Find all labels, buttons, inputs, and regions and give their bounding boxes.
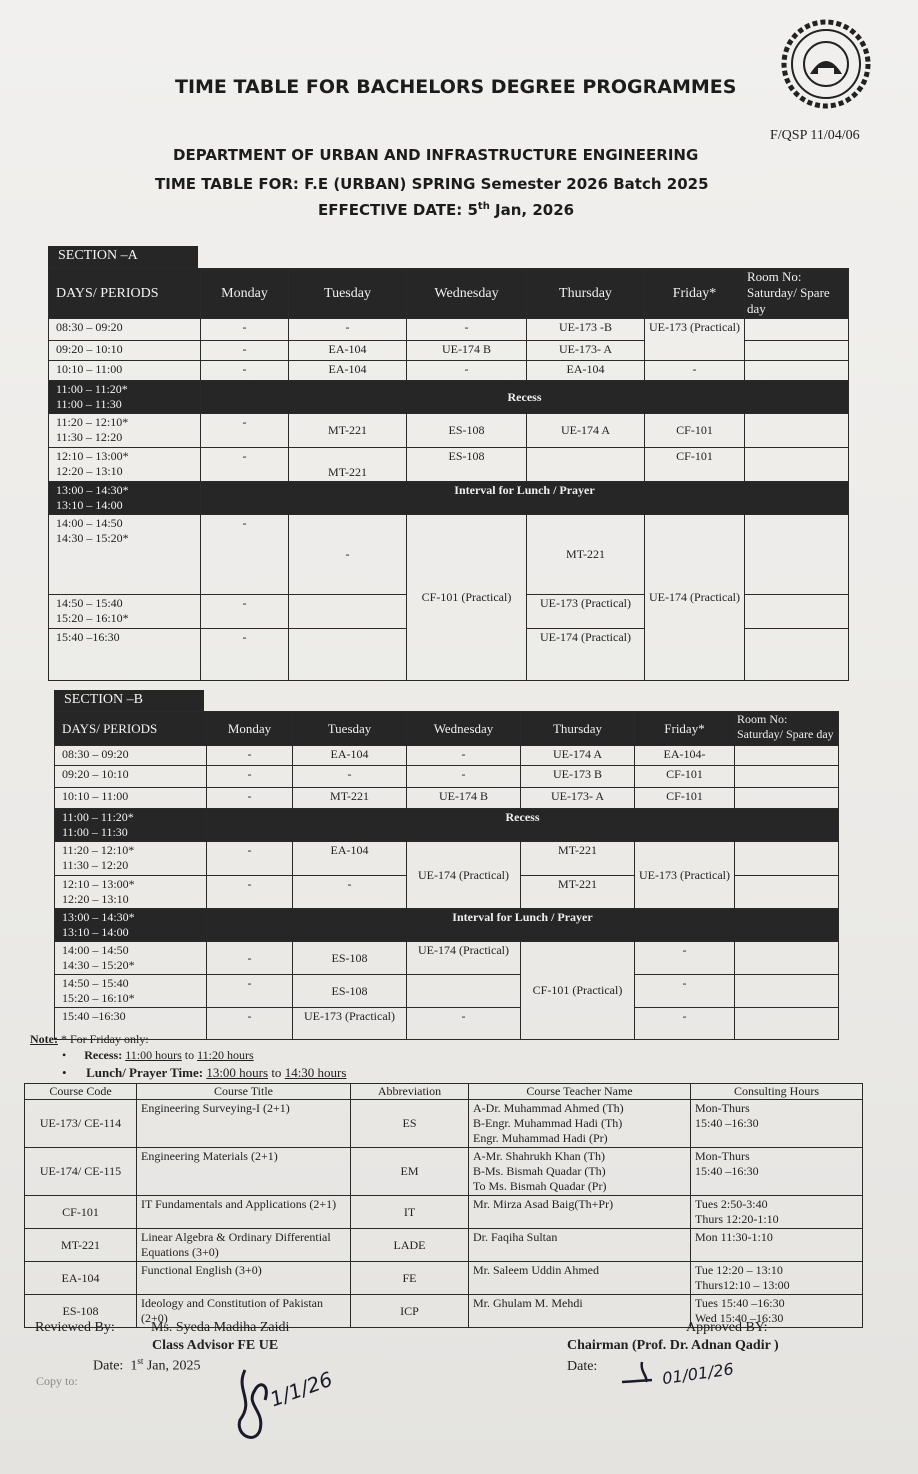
room-no-header: Room No: Saturday/ Spare day [745, 269, 849, 319]
consulting-hour: Thurs 12:20-1:10 [695, 1212, 779, 1226]
teacher-name: Engr. Muhammad Hadi (Pr) [473, 1131, 608, 1145]
document-title: TIME TABLE FOR BACHELORS DEGREE PROGRAMMES [175, 76, 737, 98]
teacher-name: B-Engr. Muhammad Hadi (Th) [473, 1116, 623, 1130]
empty-cell [407, 975, 521, 1008]
course-row [25, 1229, 863, 1262]
empty-cell: - [207, 876, 293, 909]
class-cell: ES-108 [407, 414, 527, 448]
period-time: 10:10 – 11:00 [49, 361, 201, 381]
lunch-label: Interval for Lunch / Prayer [207, 909, 839, 942]
approver-signature [612, 1352, 752, 1392]
approved-by-label: Approved BY: [686, 1320, 768, 1335]
table-row [55, 942, 839, 975]
room-cell [735, 766, 839, 788]
period-time: 15:40 –16:30 [55, 1008, 207, 1040]
day-header: Wednesday [407, 712, 521, 746]
period-time: 12:10 – 13:00* 12:20 – 13:10 [49, 448, 201, 482]
empty-cell: - [635, 942, 735, 975]
course-abbreviation: EM [351, 1148, 469, 1196]
course-teachers [469, 1295, 691, 1328]
course-abbreviation: ICP [351, 1295, 469, 1328]
period-time: 15:40 –16:30 [49, 629, 201, 681]
empty-cell: - [207, 842, 293, 876]
room-cell [745, 414, 849, 448]
reviewed-by-label: Reviewed By: [35, 1320, 115, 1335]
note-line: Note: * For Friday only: [30, 1032, 149, 1046]
class-cell: UE-173 B [521, 766, 635, 788]
section-a-timetable [48, 268, 849, 681]
course-teachers [469, 1196, 691, 1229]
class-cell: EA-104 [527, 361, 645, 381]
approve-date-label: Date: [567, 1359, 598, 1374]
day-header: Friday* [635, 712, 735, 746]
class-cell: UE-173 (Practical) [645, 319, 745, 361]
section-a-label: SECTION –A [48, 246, 198, 270]
class-cell: ES-108 [293, 942, 407, 975]
section-b-label: SECTION –B [54, 690, 204, 713]
effective-date: EFFECTIVE DATE: 5th Jan, 2026 [318, 201, 575, 219]
course-column-header: Course Title [137, 1084, 351, 1100]
consulting-hour: 15:40 –16:30 [695, 1116, 759, 1130]
day-header: Friday* [645, 269, 745, 319]
consulting-hours [691, 1262, 863, 1295]
empty-cell: - [293, 876, 407, 909]
empty-cell: - [207, 1008, 293, 1040]
svg-text:1/1/26: 1/1/26 [266, 1366, 336, 1412]
course-title: IT Fundamentals and Applications (2+1) [137, 1196, 351, 1229]
table-row [49, 515, 849, 595]
approver-name: Chairman (Prof. Dr. Adnan Qadir ) [567, 1338, 779, 1353]
course-code: ES-108 [25, 1295, 137, 1328]
period-time: 08:30 – 09:20 [49, 319, 201, 341]
class-cell: ES-108 [293, 975, 407, 1008]
form-number: F/QSP 11/04/06 [770, 128, 860, 143]
class-cell: EA-104 [293, 746, 407, 766]
day-header: Thursday [521, 712, 635, 746]
period-time: 11:20 – 12:10* 11:30 – 12:20 [55, 842, 207, 876]
table-row [55, 746, 839, 766]
course-column-header: Course Teacher Name [469, 1084, 691, 1100]
course-title: Engineering Materials (2+1) [137, 1148, 351, 1196]
course-code: EA-104 [25, 1262, 137, 1295]
course-code: UE-173/ CE-114 [25, 1100, 137, 1148]
class-cell: EA-104- [635, 746, 735, 766]
empty-cell: - [201, 361, 289, 381]
class-cell: UE-173- A [527, 341, 645, 361]
class-cell: UE-174 B [407, 788, 521, 809]
class-cell: EA-104 [289, 341, 407, 361]
course-code: UE-174/ CE-115 [25, 1148, 137, 1196]
consulting-hour: Mon 11:30-1:10 [695, 1230, 773, 1244]
empty-cell [527, 448, 645, 482]
empty-cell: - [289, 515, 407, 595]
table-row [49, 448, 849, 482]
teacher-name: Dr. Faqiha Sultan [473, 1230, 558, 1244]
lunch-label: Interval for Lunch / Prayer [201, 482, 849, 515]
recess-label: Recess [201, 381, 849, 414]
empty-cell: - [201, 341, 289, 361]
period-time: 14:50 – 15:40 15:20 – 16:10* [49, 595, 201, 629]
room-cell [735, 788, 839, 809]
class-cell: UE-174 (Practical) [407, 942, 521, 975]
class-cell: CF-101 [635, 788, 735, 809]
room-cell [745, 595, 849, 629]
class-cell: UE-173 (Practical) [527, 595, 645, 629]
teacher-name: To Ms. Bismah Quadar (Pr) [473, 1179, 607, 1193]
course-column-header: Consulting Hours [691, 1084, 863, 1100]
class-cell: UE-174 (Practical) [645, 515, 745, 681]
recess-time: 11:00 – 11:20* 11:00 – 11:30 [49, 381, 201, 414]
note-recess: • Recess: 11:00 hours to 11:20 hours [62, 1048, 254, 1062]
class-cell: EA-104 [289, 361, 407, 381]
room-cell [735, 1008, 839, 1040]
empty-cell: - [645, 361, 745, 381]
class-cell: UE-173 -B [527, 319, 645, 341]
empty-cell: - [201, 319, 289, 341]
consulting-hour: Mon-Thurs [695, 1149, 750, 1163]
table-row [55, 975, 839, 1008]
copy-to-label: Copy to: [36, 1374, 78, 1388]
class-cell: MT-221 [521, 876, 635, 909]
course-column-header: Abbreviation [351, 1084, 469, 1100]
days-periods-header: DAYS/ PERIODS [55, 712, 207, 746]
table-row [49, 414, 849, 448]
class-cell: MT-221 [527, 515, 645, 595]
class-cell: CF-101 [635, 766, 735, 788]
room-cell [745, 361, 849, 381]
room-cell [735, 842, 839, 876]
room-cell [745, 448, 849, 482]
day-header: Thursday [527, 269, 645, 319]
class-cell: UE-174 A [527, 414, 645, 448]
course-row [25, 1148, 863, 1196]
reviewer-title: Class Advisor FE UE [152, 1338, 279, 1353]
class-cell: UE-174 (Practical) [407, 842, 521, 909]
class-cell: CF-101 [645, 448, 745, 482]
room-cell [735, 876, 839, 909]
lunch-row [55, 909, 839, 942]
empty-cell: - [201, 414, 289, 448]
consulting-hour: Thurs12:10 – 13:00 [695, 1278, 790, 1292]
consulting-hours [691, 1100, 863, 1148]
empty-cell [289, 629, 407, 681]
consulting-hour: Mon-Thurs [695, 1101, 750, 1115]
consulting-hour: Tue 12:20 – 13:10 [695, 1263, 783, 1277]
course-title: Engineering Surveying-I (2+1) [137, 1100, 351, 1148]
empty-cell: - [407, 361, 527, 381]
day-header: Monday [201, 269, 289, 319]
review-date: Date: 1st Jan, 2025 [93, 1356, 201, 1374]
reviewer-name: Ms. Syeda Madiha Zaidi [151, 1320, 290, 1335]
day-header: Tuesday [293, 712, 407, 746]
recess-row [49, 381, 849, 414]
table-row [49, 319, 849, 341]
class-cell: MT-221 [289, 414, 407, 448]
room-cell [735, 942, 839, 975]
course-column-header: Course Code [25, 1084, 137, 1100]
table-row [55, 842, 839, 876]
empty-cell: - [635, 975, 735, 1008]
empty-cell: - [635, 1008, 735, 1040]
course-abbreviation: ES [351, 1100, 469, 1148]
teacher-name: Mr. Ghulam M. Mehdi [473, 1296, 583, 1310]
empty-cell: - [207, 975, 293, 1008]
empty-cell: - [407, 746, 521, 766]
period-time: 12:10 – 13:00* 12:20 – 13:10 [55, 876, 207, 909]
lunch-row [49, 482, 849, 515]
class-cell: UE-174 (Practical) [527, 629, 645, 681]
university-seal-icon [780, 18, 872, 110]
course-header-row [25, 1084, 863, 1100]
lunch-time: 13:00 – 14:30* 13:10 – 14:00 [55, 909, 207, 942]
room-cell [745, 515, 849, 595]
empty-cell: - [201, 515, 289, 595]
room-cell [745, 341, 849, 361]
teacher-name: Mr. Saleem Uddin Ahmed [473, 1263, 599, 1277]
class-cell: MT-221 [289, 448, 407, 482]
table-row [55, 766, 839, 788]
course-code: CF-101 [25, 1196, 137, 1229]
reviewer-signature [225, 1350, 345, 1450]
room-cell [745, 629, 849, 681]
course-table [24, 1083, 863, 1328]
note-lunch: • Lunch/ Prayer Time: 13:00 hours to 14:30 hours [62, 1065, 347, 1080]
course-row [25, 1262, 863, 1295]
class-cell: EA-104 [293, 842, 407, 876]
teacher-name: A-Mr. Shahrukh Khan (Th) [473, 1149, 605, 1163]
empty-cell: - [207, 942, 293, 975]
empty-cell [289, 595, 407, 629]
class-cell: CF-101 [645, 414, 745, 448]
period-time: 08:30 – 09:20 [55, 746, 207, 766]
course-teachers [469, 1148, 691, 1196]
course-row [25, 1196, 863, 1229]
consulting-hour: Tues 2:50-3:40 [695, 1197, 768, 1211]
day-header: Wednesday [407, 269, 527, 319]
day-header: Monday [207, 712, 293, 746]
empty-cell: - [293, 766, 407, 788]
table-row [55, 1008, 839, 1040]
class-cell: UE-173- A [521, 788, 635, 809]
class-cell: MT-221 [293, 788, 407, 809]
table-row [55, 788, 839, 809]
room-no-header: Room No: Saturday/ Spare day [735, 712, 839, 746]
period-time: 14:50 – 15:40 15:20 – 16:10* [55, 975, 207, 1008]
class-cell: UE-173 (Practical) [293, 1008, 407, 1040]
empty-cell: - [207, 766, 293, 788]
course-title: Functional English (3+0) [137, 1262, 351, 1295]
period-time: 11:20 – 12:10* 11:30 – 12:20 [49, 414, 201, 448]
course-title: Linear Algebra & Ordinary Differential Equations (3+0) [137, 1229, 351, 1262]
period-time: 09:20 – 10:10 [49, 341, 201, 361]
course-row [25, 1100, 863, 1148]
period-time: 14:00 – 14:50 14:30 – 15:20* [55, 942, 207, 975]
class-cell: MT-221 [521, 842, 635, 876]
course-abbreviation: IT [351, 1196, 469, 1229]
class-cell: CF-101 (Practical) [521, 942, 635, 1040]
course-abbreviation: FE [351, 1262, 469, 1295]
consulting-hours [691, 1196, 863, 1229]
room-cell [745, 319, 849, 341]
section-b-header-row [55, 712, 839, 746]
teacher-name: A-Dr. Muhammad Ahmed (Th) [473, 1101, 624, 1115]
lunch-time: 13:00 – 14:30* 13:10 – 14:00 [49, 482, 201, 515]
period-time: 10:10 – 11:00 [55, 788, 207, 809]
consulting-hours [691, 1148, 863, 1196]
empty-cell: - [201, 448, 289, 482]
class-cell: CF-101 (Practical) [407, 515, 527, 681]
empty-cell: - [207, 788, 293, 809]
consulting-hour: 15:40 –16:30 [695, 1164, 759, 1178]
course-teachers [469, 1229, 691, 1262]
empty-cell: - [407, 319, 527, 341]
course-teachers [469, 1100, 691, 1148]
class-cell: ES-108 [407, 448, 527, 482]
teacher-name: Mr. Mirza Asad Baig(Th+Pr) [473, 1197, 614, 1211]
recess-row [55, 809, 839, 842]
period-time: 14:00 – 14:50 14:30 – 15:20* [49, 515, 201, 595]
room-cell [735, 746, 839, 766]
class-cell: UE-173 (Practical) [635, 842, 735, 909]
timetable-for: TIME TABLE FOR: F.E (URBAN) SPRING Semester 2026 Batch 2025 [155, 175, 709, 193]
empty-cell: - [289, 319, 407, 341]
section-b-timetable [54, 711, 839, 1040]
class-cell: UE-174 B [407, 341, 527, 361]
empty-cell: - [201, 595, 289, 629]
consulting-hours [691, 1229, 863, 1262]
consulting-hour: Tues 15:40 –16:30 [695, 1296, 785, 1310]
days-periods-header: DAYS/ PERIODS [49, 269, 201, 319]
empty-cell: - [407, 766, 521, 788]
department-name: DEPARTMENT OF URBAN AND INFRASTRUCTURE ENGINEERING [173, 146, 699, 164]
empty-cell: - [407, 1008, 521, 1040]
section-a-header-row [49, 269, 849, 319]
course-code: MT-221 [25, 1229, 137, 1262]
class-cell: UE-174 A [521, 746, 635, 766]
course-teachers [469, 1262, 691, 1295]
recess-time: 11:00 – 11:20* 11:00 – 11:30 [55, 809, 207, 842]
room-cell [735, 975, 839, 1008]
empty-cell: - [207, 746, 293, 766]
table-row [49, 361, 849, 381]
teacher-name: B-Ms. Bismah Quadar (Th) [473, 1164, 606, 1178]
consulting-hour: Wed 15:40 –16:30 [695, 1311, 784, 1325]
course-abbreviation: LADE [351, 1229, 469, 1262]
day-header: Tuesday [289, 269, 407, 319]
course-title: Ideology and Constitution of Pakistan (2+0) [137, 1295, 351, 1328]
svg-text:01/01/26: 01/01/26 [661, 1359, 735, 1389]
period-time: 09:20 – 10:10 [55, 766, 207, 788]
recess-label: Recess [207, 809, 839, 842]
empty-cell: - [201, 629, 289, 681]
